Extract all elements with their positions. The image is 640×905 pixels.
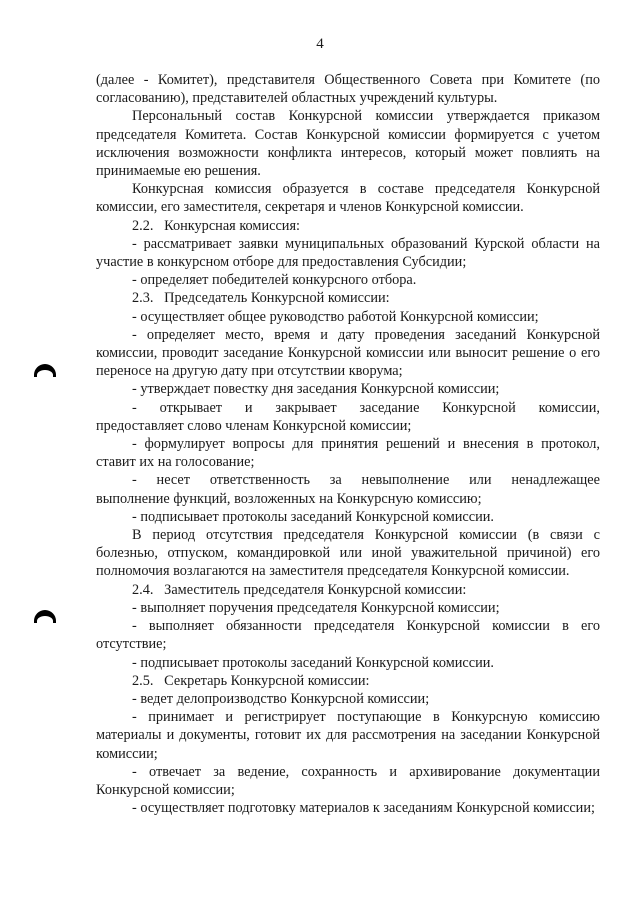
list-item: - ведет делопроизводство Конкурсной комиссии; xyxy=(132,690,430,707)
list-item: - принимает и регистрирует поступающие в Конкурсную комиссию материалы и документы, готовит их для рассмотрения на заседании Конкурсной комиссии; xyxy=(96,709,600,762)
page-number: 4 xyxy=(316,36,324,52)
list-item: - определяет место, время и дату проведения заседаний Конкурсной комиссии, проводит заседание Конкурсной комиссии или выносит решение о его переносе на другую дату при отсутствии кворума; xyxy=(96,326,600,380)
list-item: - выполняет обязанности председателя Конкурсной комиссии в его отсутствие; xyxy=(96,618,600,653)
list-item: - формулирует вопросы для принятия решений и внесения в протокол, ставит их на голосование; xyxy=(96,436,600,471)
list-item: - отвечает за ведение, сохранность и архивирование документации Конкурсной комиссии; xyxy=(96,763,600,798)
document-body xyxy=(96,71,600,817)
list-item: - выполняет поручения председателя Конкурсной комиссии; xyxy=(132,599,500,616)
list-item: - подписывает протоколы заседаний Конкурсной комиссии. xyxy=(132,508,495,525)
list-item: - подписывает протоколы заседаний Конкурсной комиссии. xyxy=(132,654,495,671)
list-item: - рассматривает заявки муниципальных образований Курской области на участие в конкурсном отборе для предоставления Субсидии; xyxy=(96,235,600,271)
list-item: - осуществляет общее руководство работой Конкурсной комиссии; xyxy=(132,308,539,325)
punch-hole-mark xyxy=(34,364,56,377)
paragraph: В период отсутствия председателя Конкурсной комиссии (в связи с болезнью, отпуском, командировкой или иной уважительной причиной) его полномочия возлагаются на заместителя председателя Конкурсной комиссии. xyxy=(96,527,600,580)
paragraph: Конкурсная комиссия образуется в составе председателя Конкурсной комиссии, его заместителя, секретаря и членов Конкурсной комиссии. xyxy=(96,181,600,216)
list-item: - открывает и закрывает заседание Конкурсной комиссии, предоставляет слово членам Конкурсной комиссии; xyxy=(96,399,600,434)
list-item: - осуществляет подготовку материалов к заседаниям Конкурсной комиссии; xyxy=(132,800,595,817)
section-heading: 2.3. Председатель Конкурсной комиссии: xyxy=(132,290,390,307)
paragraph: Персональный состав Конкурсной комиссии утверждается приказом председателя Комитета. Состав Конкурсной комиссии формируется с учетом исключения возможности конфликта интересов, который может повлиять на принимаемые ею решения. xyxy=(96,108,600,180)
section-heading: 2.5. Секретарь Конкурсной комиссии: xyxy=(132,672,370,689)
punch-hole-mark xyxy=(34,610,56,623)
list-item: - несет ответственность за невыполнение или ненадлежащее выполнение функций, возложенных на Конкурсную комиссию; xyxy=(96,472,600,507)
section-heading: 2.2. Конкурсная комиссия: xyxy=(132,217,301,234)
list-item: - утверждает повестку дня заседания Конкурсной комиссии; xyxy=(132,381,500,398)
paragraph: (далее - Комитет), представителя Общественного Совета при Комитете (по согласованию), представителей областных учреждений культуры. xyxy=(96,72,600,107)
section-heading: 2.4. Заместитель председателя Конкурсной комиссии: xyxy=(132,581,467,598)
list-item: - определяет победителей конкурсного отбора. xyxy=(132,272,417,289)
